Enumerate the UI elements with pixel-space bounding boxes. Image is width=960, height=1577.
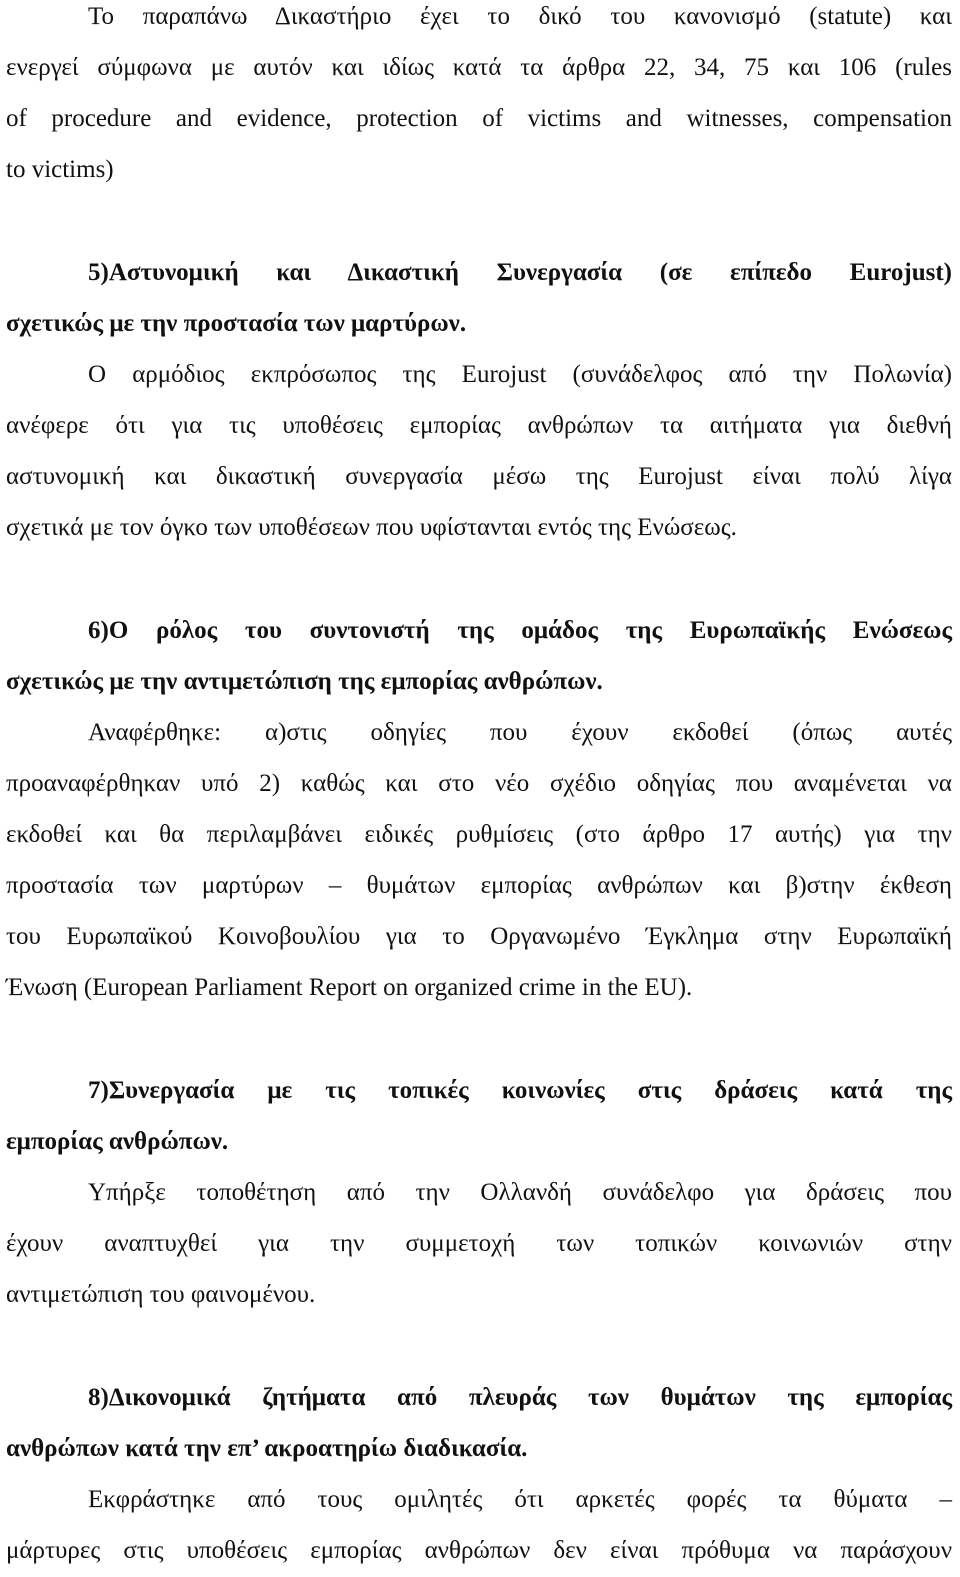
text-line: αντιμετώπιση του φαινομένου. xyxy=(6,1281,316,1308)
section-heading: 7)Συνεργασία με τις τοπικές κοινωνίες στις δράσεις κατά της xyxy=(88,1077,952,1104)
text-line: ενεργεί σύμφωνα με αυτόν και ιδίως κατά τα άρθρα 22, 34, 75 και 106 (rules xyxy=(6,54,952,81)
section-heading: εμπορίας ανθρώπων. xyxy=(6,1128,229,1155)
section-heading: σχετικώς με την προστασία των μαρτύρων. xyxy=(6,310,467,337)
text-line: έχουν αναπτυχθεί για την συμμετοχή των τοπικών κοινωνιών στην xyxy=(6,1230,952,1257)
text-line: εκδοθεί και θα περιλαμβάνει ειδικές ρυθμίσεις (στο άρθρο 17 αυτής) για την xyxy=(6,821,952,848)
text-line: προστασία των μαρτύρων – θυμάτων εμπορίας ανθρώπων και β)στην έκθεση xyxy=(6,872,952,899)
text-line: Εκφράστηκε από τους ομιλητές ότι αρκετές φορές τα θύματα – xyxy=(88,1486,952,1513)
text-line: προαναφέρθηκαν υπό 2) καθώς και στο νέο σχέδιο οδηγίας που αναμένεται να xyxy=(6,770,952,797)
section-heading: 5)Αστυνομική και Δικαστική Συνεργασία (σε επίπεδο Eurojust) xyxy=(88,259,952,286)
section-heading: 8)Δικονομικά ζητήματα από πλευράς των θυμάτων της εμπορίας xyxy=(88,1384,952,1411)
text-line: Ο αρμόδιος εκπρόσωπος της Eurojust (συνάδελφος από την Πολωνία) xyxy=(88,361,952,388)
text-line: Το παραπάνω Δικαστήριο έχει το δικό του κανονισμό (statute) και xyxy=(88,3,952,30)
text-line: αστυνομική και δικαστική συνεργασία μέσω της Eurojust είναι πολύ λίγα xyxy=(6,463,952,490)
section-heading: 6)Ο ρόλος του συντονιστή της ομάδος της Ευρωπαϊκής Ενώσεως xyxy=(88,617,952,644)
text-line: of procedure and evidence, protection of victims and witnesses, compensation xyxy=(6,105,952,132)
section-heading: σχετικώς με την αντιμετώπιση της εμπορίας ανθρώπων. xyxy=(6,668,603,695)
text-line: μάρτυρες στις υποθέσεις εμπορίας ανθρώπων δεν είναι πρόθυμα να παράσχουν xyxy=(6,1537,952,1564)
text-line: σχετικά με τον όγκο των υποθέσεων που υφίστανται εντός της Ενώσεως. xyxy=(6,514,737,541)
section-heading: ανθρώπων κατά την επ’ ακροατηρίω διαδικασία. xyxy=(6,1435,528,1462)
text-line: to victims) xyxy=(6,156,114,183)
text-line: Υπήρξε τοποθέτηση από την Ολλανδή συνάδελφο για δράσεις που xyxy=(88,1179,952,1206)
document-page xyxy=(6,0,952,1577)
text-line: ανέφερε ότι για τις υποθέσεις εμπορίας ανθρώπων τα αιτήματα για διεθνή xyxy=(6,412,952,439)
text-line: του Ευρωπαϊκού Κοινοβουλίου για το Οργανωμένο Έγκλημα στην Ευρωπαϊκή xyxy=(6,923,952,950)
text-line: Ένωση (European Parliament Report on organized crime in the EU). xyxy=(6,974,693,1001)
text-line: Αναφέρθηκε: α)στις οδηγίες που έχουν εκδοθεί (όπως αυτές xyxy=(88,719,952,746)
